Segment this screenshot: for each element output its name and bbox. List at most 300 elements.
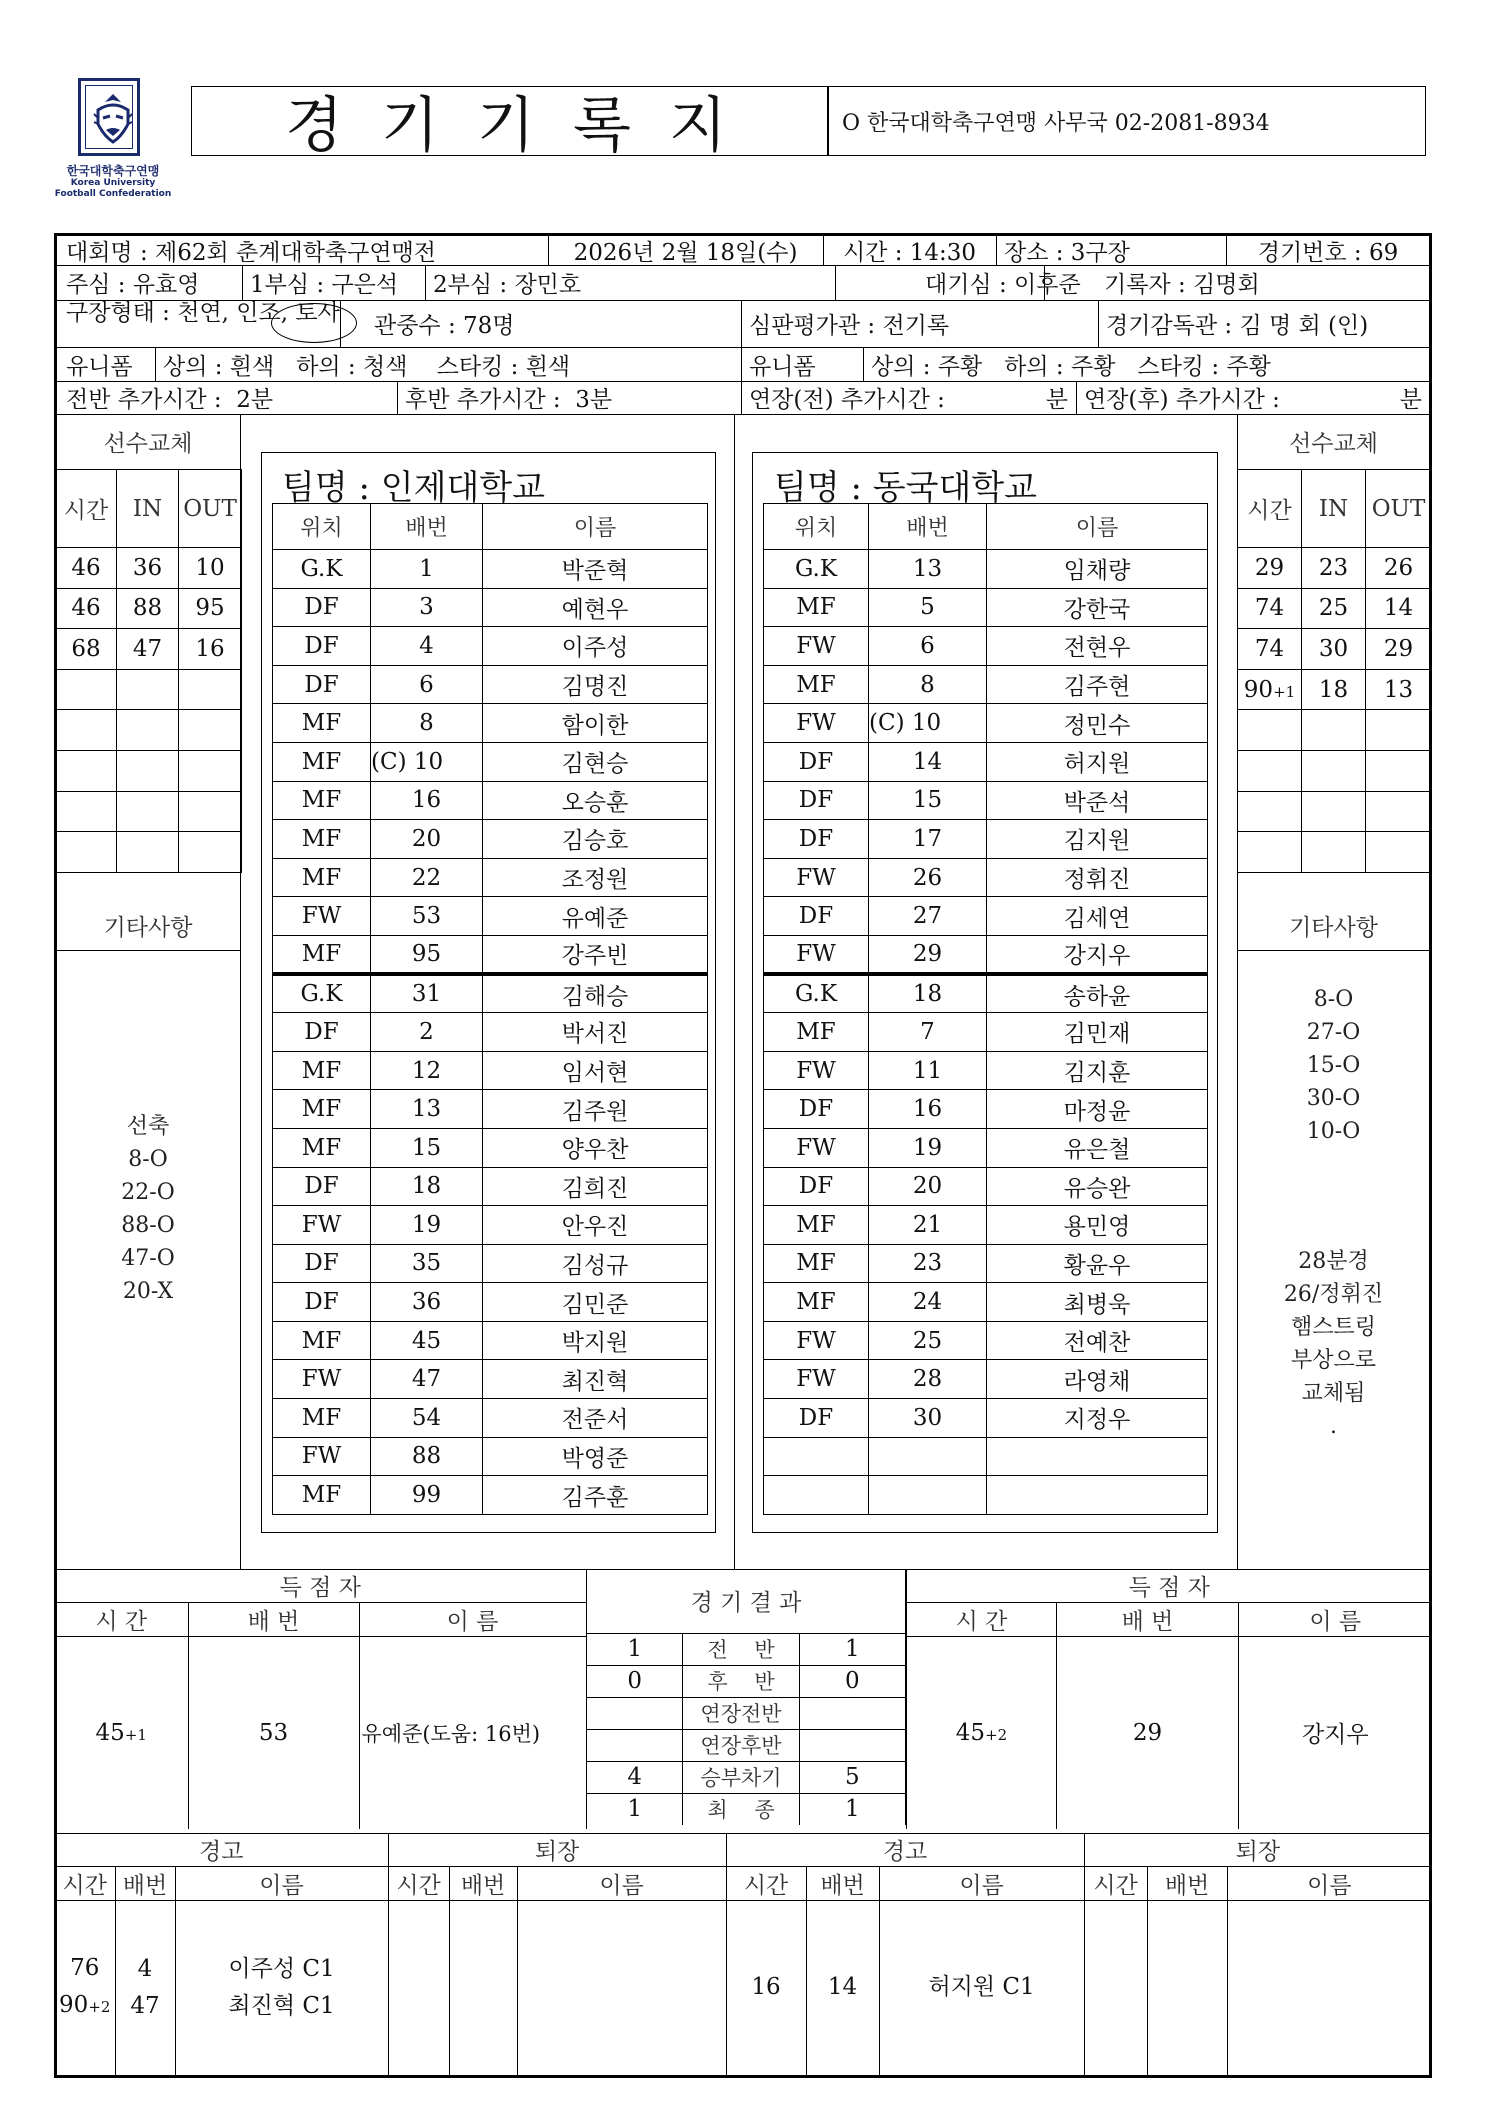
player-pos: FW [764, 1128, 869, 1167]
player-no: 20 [371, 820, 483, 859]
player-no: 27 [869, 897, 987, 936]
home-substitute-row [273, 1090, 708, 1129]
player-pos: DF [273, 588, 371, 627]
player-pos: FW [273, 1360, 371, 1399]
substitution-time [56, 750, 117, 791]
player-no: 35 [371, 1244, 483, 1283]
player-name [987, 1476, 1208, 1515]
player-pos: G.K [764, 550, 869, 589]
document-title-box [191, 86, 829, 161]
player-no: 8 [371, 704, 483, 743]
away-substitute-row [764, 1128, 1208, 1167]
player-no: 1 [371, 550, 483, 589]
card-name: 허지원 C1 [928, 1974, 1035, 2001]
away-starter-row [764, 935, 1208, 974]
home-substitute-row [273, 1051, 708, 1090]
player-pos: DF [273, 1244, 371, 1283]
result-period-label: 최 종 [683, 1793, 799, 1825]
note-line: 교체됨 [1301, 1381, 1366, 1406]
away-scorers-header-name: 이 름 [1239, 1603, 1432, 1637]
player-no: 8 [869, 665, 987, 704]
home-substitute-row [273, 1321, 708, 1360]
player-pos: DF [764, 1090, 869, 1129]
player-name: 최병욱 [987, 1283, 1208, 1322]
away-substitute-row [764, 1399, 1208, 1438]
away-substitute-row [764, 1244, 1208, 1283]
home-scorer-name: 유예준(도움: 16번) [359, 1637, 586, 1829]
away-starter-row [764, 781, 1208, 820]
home-roster-header [273, 504, 708, 550]
header-number: 배번 [806, 1867, 879, 1901]
header-name: 이름 [879, 1867, 1084, 1901]
substitution-out [1366, 791, 1432, 832]
substitution-in [1302, 710, 1366, 751]
away-substitution-row [1238, 791, 1432, 832]
home-substitution-row [56, 629, 242, 670]
player-name: 김해승 [483, 974, 708, 1013]
home-cautions-name [175, 1901, 388, 2075]
player-pos: DF [764, 820, 869, 859]
home-roster-table [272, 503, 708, 1515]
home-uniform-label: 유니폼 [66, 353, 133, 380]
player-pos: DF [273, 1167, 371, 1206]
home-substitution-row [56, 791, 242, 832]
player-name: 김희진 [483, 1167, 708, 1206]
header-name: 이름 [1227, 1867, 1431, 1901]
subs-header-out: OUT [1366, 470, 1432, 548]
note-line: 선축 [126, 1114, 170, 1139]
player-pos: DF [764, 897, 869, 936]
player-pos: FW [764, 1360, 869, 1399]
substitution-in [117, 710, 179, 751]
away-notes [1237, 983, 1430, 1148]
player-name: 박준혁 [483, 550, 708, 589]
substitution-time [1238, 750, 1302, 791]
player-no: 22 [371, 858, 483, 897]
home-starter-row [273, 665, 708, 704]
player-pos: MF [273, 1090, 371, 1129]
player-name: 김승호 [483, 820, 708, 859]
note-line: 8-O [128, 1147, 168, 1172]
federation-name-en [54, 178, 172, 200]
player-name: 강주빈 [483, 935, 708, 974]
home-uniform: 상의 : 흰색 하의 : 청색 스타킹 : 흰색 [163, 353, 571, 380]
header-time: 시간 [1084, 1867, 1147, 1901]
player-name: 김주훈 [483, 1476, 708, 1515]
player-no: 25 [869, 1321, 987, 1360]
player-name: 김민준 [483, 1283, 708, 1322]
player-pos: MF [764, 1244, 869, 1283]
attendance: 관중수 : 78명 [374, 313, 515, 339]
player-name: 전준서 [483, 1399, 708, 1438]
substitution-out: 26 [1366, 548, 1432, 589]
kickoff-time: 시간 : 14:30 [842, 239, 977, 266]
player-pos: FW [764, 1051, 869, 1090]
recorder: 기록자 : 김명회 [1104, 272, 1260, 298]
player-name: 지정우 [987, 1399, 1208, 1438]
substitution-in: 88 [117, 588, 179, 629]
home-scorer-time: 45+1 [55, 1637, 188, 1829]
away-substitution-row [1238, 832, 1432, 873]
first-half-added-time: 전반 추가시간 : 2분 [66, 387, 274, 413]
player-pos: MF [273, 820, 371, 859]
away-cautions-title: 경고 [726, 1833, 1084, 1867]
player-pos: G.K [273, 974, 371, 1013]
player-pos: MF [764, 588, 869, 627]
substitution-time: 74 [1238, 629, 1302, 670]
player-no: 18 [869, 974, 987, 1013]
card-time: 90+2 [59, 1991, 111, 2018]
player-name: 박영준 [483, 1437, 708, 1476]
home-substitute-row [273, 1476, 708, 1515]
substitution-time [56, 791, 117, 832]
card-number: 14 [827, 1974, 858, 2001]
home-substitute-row [273, 1128, 708, 1167]
player-no: 12 [371, 1051, 483, 1090]
player-name: 강지우 [987, 935, 1208, 974]
away-substitute-row [764, 1360, 1208, 1399]
player-no: 99 [371, 1476, 483, 1515]
player-name: 황윤우 [987, 1244, 1208, 1283]
substitution-out [179, 791, 242, 832]
substitution-time [1238, 791, 1302, 832]
home-substitute-row [273, 1206, 708, 1245]
away-substitute-row [764, 1321, 1208, 1360]
player-name: 전예찬 [987, 1321, 1208, 1360]
note-line: 10-O [1306, 1119, 1361, 1144]
substitution-time [56, 832, 117, 873]
home-team-name: 팀명 : 인제대학교 [282, 468, 545, 508]
player-no: 3 [371, 588, 483, 627]
substitution-out [179, 750, 242, 791]
player-no: 5 [869, 588, 987, 627]
subs-header-in: IN [117, 470, 179, 548]
divider [56, 414, 1430, 415]
player-no: 14 [869, 742, 987, 781]
substitution-out [179, 669, 242, 710]
player-name: 안우진 [483, 1206, 708, 1245]
home-starter-row [273, 742, 708, 781]
result-period-label: 연장후반 [683, 1729, 799, 1761]
player-pos: MF [273, 935, 371, 974]
player-no: 17 [869, 820, 987, 859]
away-cautions-time [726, 1901, 806, 2075]
away-substitute-row [764, 1437, 1208, 1476]
result-home-score [587, 1697, 683, 1729]
substitution-in [117, 832, 179, 873]
home-starter-row [273, 588, 708, 627]
substitution-out [1366, 750, 1432, 791]
home-starter-row [273, 550, 708, 589]
home-substitute-row [273, 1244, 708, 1283]
contact-info: O 한국대학축구연맹 사무국 02-2081-8934 [827, 86, 1426, 156]
player-pos: MF [273, 1128, 371, 1167]
player-pos: FW [764, 858, 869, 897]
result-away-score: 0 [799, 1665, 905, 1697]
home-substitute-row [273, 1283, 708, 1322]
away-substitution-row [1238, 710, 1432, 751]
roster-header-no: 배번 [869, 504, 987, 550]
player-pos: MF [764, 1283, 869, 1322]
player-name: 함이한 [483, 704, 708, 743]
player-name: 전현우 [987, 627, 1208, 666]
match-result-table [586, 1569, 906, 1825]
result-row [587, 1665, 906, 1697]
substitution-time [1238, 832, 1302, 873]
home-cautions-number [115, 1901, 175, 2075]
player-no: 53 [371, 897, 483, 936]
home-substitute-row [273, 1013, 708, 1052]
player-pos: MF [764, 1013, 869, 1052]
player-no: 24 [869, 1283, 987, 1322]
player-pos: MF [273, 704, 371, 743]
player-name: 임채량 [987, 550, 1208, 589]
away-scorers-table [906, 1569, 1432, 1829]
away-substitution-row [1238, 669, 1432, 710]
substitution-in [117, 791, 179, 832]
roster-header-pos: 위치 [273, 504, 371, 550]
card-time: 16 [751, 1974, 781, 2001]
home-starter-row [273, 627, 708, 666]
away-substitute-row [764, 1090, 1208, 1129]
player-no: 47 [371, 1360, 483, 1399]
note-line: 88-O [121, 1213, 175, 1238]
away-starter-row [764, 665, 1208, 704]
federation-name-en-line1: Korea University [70, 178, 156, 188]
player-pos: FW [764, 935, 869, 974]
player-name: 용민영 [987, 1206, 1208, 1245]
away-substitute-row [764, 1167, 1208, 1206]
player-pos: MF [764, 1206, 869, 1245]
player-name: 예현우 [483, 588, 708, 627]
home-substitute-row [273, 974, 708, 1013]
result-row [587, 1697, 906, 1729]
roster-header-name: 이름 [483, 504, 708, 550]
substitution-in: 25 [1302, 588, 1366, 629]
header-name: 이름 [517, 1867, 726, 1901]
player-no: 26 [869, 858, 987, 897]
result-home-score: 0 [587, 1665, 683, 1697]
away-substitution-row [1238, 548, 1432, 589]
player-pos: DF [273, 665, 371, 704]
player-pos: MF [273, 1476, 371, 1515]
player-no: 19 [371, 1206, 483, 1245]
away-substitution-row [1238, 629, 1432, 670]
away-subs-header [1238, 470, 1432, 548]
et-second-added-unit: 분 [1399, 387, 1422, 413]
player-pos: DF [764, 1399, 869, 1438]
result-home-score: 1 [587, 1793, 683, 1825]
header-number: 배번 [115, 1867, 175, 1901]
substitution-time [56, 669, 117, 710]
substitution-out: 29 [1366, 629, 1432, 670]
player-pos: DF [764, 781, 869, 820]
player-no: 13 [371, 1090, 483, 1129]
substitution-out [1366, 832, 1432, 873]
player-pos: FW [764, 704, 869, 743]
card-name: 최진혁 C1 [228, 1992, 335, 2019]
away-substitute-row [764, 1051, 1208, 1090]
player-no: 2 [371, 1013, 483, 1052]
substitution-time [1238, 710, 1302, 751]
card-number: 4 [137, 1955, 153, 1982]
player-name: 김지훈 [987, 1051, 1208, 1090]
player-no: 18 [371, 1167, 483, 1206]
result-row [587, 1633, 906, 1665]
home-starter-row [273, 897, 708, 936]
player-no: 13 [869, 550, 987, 589]
away-substitute-row [764, 1283, 1208, 1322]
home-substitute-row [273, 1167, 708, 1206]
player-no: 11 [869, 1051, 987, 1090]
home-notes-title: 기타사항 [103, 914, 193, 941]
home-scorers-title: 득 점 자 [55, 1569, 586, 1603]
et-first-added-unit: 분 [1045, 387, 1068, 413]
player-pos: MF [273, 781, 371, 820]
away-substitute-row [764, 974, 1208, 1013]
away-substitution-table [1237, 469, 1432, 873]
home-starter-row [273, 935, 708, 974]
note-line: 15-O [1306, 1053, 1361, 1078]
substitution-in: 36 [117, 548, 179, 589]
away-starter-row [764, 627, 1208, 666]
note-line: 부상으로 [1290, 1348, 1376, 1373]
home-cautions-time [55, 1901, 115, 2075]
document-title: 경기기록지 [285, 91, 765, 161]
player-no: (C) 10 [869, 704, 987, 743]
player-no: 54 [371, 1399, 483, 1438]
roster-header-no: 배번 [371, 504, 483, 550]
player-pos: MF [764, 665, 869, 704]
note-line: . [1330, 1414, 1337, 1439]
result-away-score: 5 [799, 1761, 905, 1793]
home-substitution-table [55, 469, 242, 873]
card-name: 이주성 C1 [228, 1955, 335, 1982]
substitution-time: 29 [1238, 548, 1302, 589]
player-no: 20 [869, 1167, 987, 1206]
away-scorer-number: 29 [1057, 1637, 1239, 1829]
substitution-out: 16 [179, 629, 242, 670]
away-roster-header [764, 504, 1208, 550]
home-starter-row [273, 781, 708, 820]
substitution-out [179, 710, 242, 751]
result-row [587, 1729, 906, 1761]
home-substitution-row [56, 832, 242, 873]
player-name: 김현승 [483, 742, 708, 781]
away-substitution-row [1238, 588, 1432, 629]
match-number: 경기번호 : 69 [1257, 239, 1399, 266]
result-period-label: 전 반 [683, 1633, 799, 1665]
result-period-label: 연장전반 [683, 1697, 799, 1729]
note-line: 30-O [1306, 1086, 1361, 1111]
player-pos [764, 1476, 869, 1515]
player-no: 21 [869, 1206, 987, 1245]
pitch-type: 구장형태 : 천연, 인조, 토사 [66, 300, 340, 326]
assistant-referee-1: 1부심 : 구은석 [250, 272, 399, 298]
note-line: 26/정휘진 [1283, 1282, 1384, 1307]
away-scorers-header-time: 시 간 [907, 1603, 1057, 1637]
federation-name-ko: 한국대학축구연맹 [66, 164, 160, 178]
home-dismissals-name [517, 1901, 726, 2075]
result-title: 경 기 결 과 [587, 1569, 906, 1633]
header-name: 이름 [175, 1867, 388, 1901]
match-date: 2026년 2월 18일(수) [573, 239, 798, 266]
home-starter-row [273, 820, 708, 859]
note-line: 22-O [121, 1180, 175, 1205]
player-no: 15 [869, 781, 987, 820]
player-pos: FW [273, 1437, 371, 1476]
player-name: 김주원 [483, 1090, 708, 1129]
away-starter-row [764, 742, 1208, 781]
home-subs-header [56, 470, 242, 548]
away-notes-title: 기타사항 [1289, 914, 1378, 941]
away-starter-row [764, 588, 1208, 627]
substitution-in: 18 [1302, 669, 1366, 710]
substitution-time: 74 [1238, 588, 1302, 629]
player-name: 유은철 [987, 1128, 1208, 1167]
player-name: 박서진 [483, 1013, 708, 1052]
note-line: 28분경 [1298, 1249, 1369, 1274]
player-name: 임서현 [483, 1051, 708, 1090]
player-pos: FW [273, 897, 371, 936]
home-starter-row [273, 704, 708, 743]
away-notes-injury [1237, 1245, 1430, 1443]
player-no: 28 [869, 1360, 987, 1399]
player-name: 강한국 [987, 588, 1208, 627]
home-scorers-table [55, 1569, 587, 1829]
away-dismissals-number [1147, 1901, 1227, 2075]
result-period-label: 후 반 [683, 1665, 799, 1697]
player-no: 4 [371, 627, 483, 666]
match-supervisor: 경기감독관 : 김 명 회 (인) [1106, 313, 1369, 339]
card-number: 47 [130, 1992, 160, 2019]
tiger-crest-icon [78, 78, 140, 156]
player-no: 16 [371, 781, 483, 820]
home-substitution-row [56, 750, 242, 791]
header-number: 배번 [449, 1867, 517, 1901]
et-second-added-label: 연장(후) 추가시간 : [1084, 387, 1280, 413]
player-pos: G.K [764, 974, 869, 1013]
substitution-in: 30 [1302, 629, 1366, 670]
player-pos: FW [273, 1206, 371, 1245]
away-dismissals-name [1227, 1901, 1431, 2075]
home-notes [56, 1110, 240, 1308]
player-name: 조정원 [483, 858, 708, 897]
away-roster-table [763, 503, 1208, 1515]
player-no: 95 [371, 935, 483, 974]
player-name: 김민재 [987, 1013, 1208, 1052]
home-scorers-header-no: 배 번 [188, 1603, 359, 1637]
player-no: 16 [869, 1090, 987, 1129]
away-scorers-title: 득 점 자 [907, 1569, 1432, 1603]
player-pos: G.K [273, 550, 371, 589]
substitution-out: 13 [1366, 669, 1432, 710]
home-substitute-row [273, 1399, 708, 1438]
player-no [869, 1437, 987, 1476]
away-starter-row [764, 858, 1208, 897]
player-name: 허지원 [987, 742, 1208, 781]
away-starter-row [764, 820, 1208, 859]
player-no: 29 [869, 935, 987, 974]
subs-header-time: 시간 [56, 470, 117, 548]
away-scorers-header-no: 배 번 [1057, 1603, 1239, 1637]
player-pos: DF [764, 1167, 869, 1206]
away-uniform-label: 유니폼 [749, 353, 816, 380]
player-name [987, 1437, 1208, 1476]
substitution-in: 47 [117, 629, 179, 670]
player-no: 31 [371, 974, 483, 1013]
result-away-score: 1 [799, 1633, 905, 1665]
